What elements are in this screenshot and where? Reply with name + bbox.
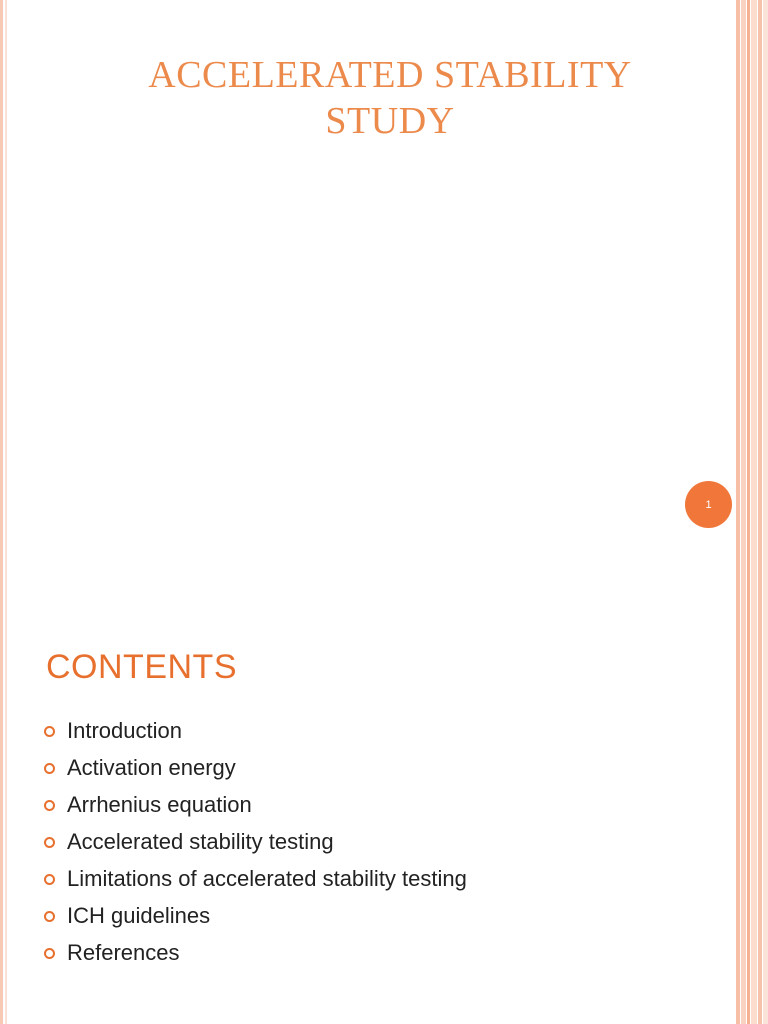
circle-bullet-icon [44,763,55,774]
circle-bullet-icon [44,837,55,848]
page-number-badge: 1 [685,481,732,528]
right-border-stripe [741,0,746,1024]
list-item-label: Activation energy [67,754,236,780]
right-border-stripe [763,0,768,1024]
circle-bullet-icon [44,948,55,959]
list-item-label: Arrhenius equation [67,791,252,817]
list-item [44,897,467,934]
list-item-label: Accelerated stability testing [67,828,334,854]
right-border-stripe [736,0,740,1024]
list-item-label: Introduction [67,717,182,743]
list-item [44,934,467,971]
list-item [44,749,467,786]
circle-bullet-icon [44,800,55,811]
circle-bullet-icon [44,726,55,737]
left-border-stripe-inner [5,0,7,1024]
contents-heading: CONTENTS [46,648,237,686]
right-border-stripe [751,0,757,1024]
contents-list [44,712,467,971]
list-item-label: Limitations of accelerated stability testing [67,865,467,891]
circle-bullet-icon [44,911,55,922]
slide-title-line: STUDY [325,100,455,142]
list-item-label: References [67,939,180,965]
list-item [44,712,467,749]
slide-title-line: ACCELERATED STABILITY [148,54,632,96]
right-border-stripe [758,0,762,1024]
list-item-label: ICH guidelines [67,902,211,928]
list-item [44,823,467,860]
slide-title [60,52,720,144]
circle-bullet-icon [44,874,55,885]
list-item [44,786,467,823]
right-border-stripe [747,0,750,1024]
left-border-stripe [0,0,3,1024]
list-item [44,860,467,897]
